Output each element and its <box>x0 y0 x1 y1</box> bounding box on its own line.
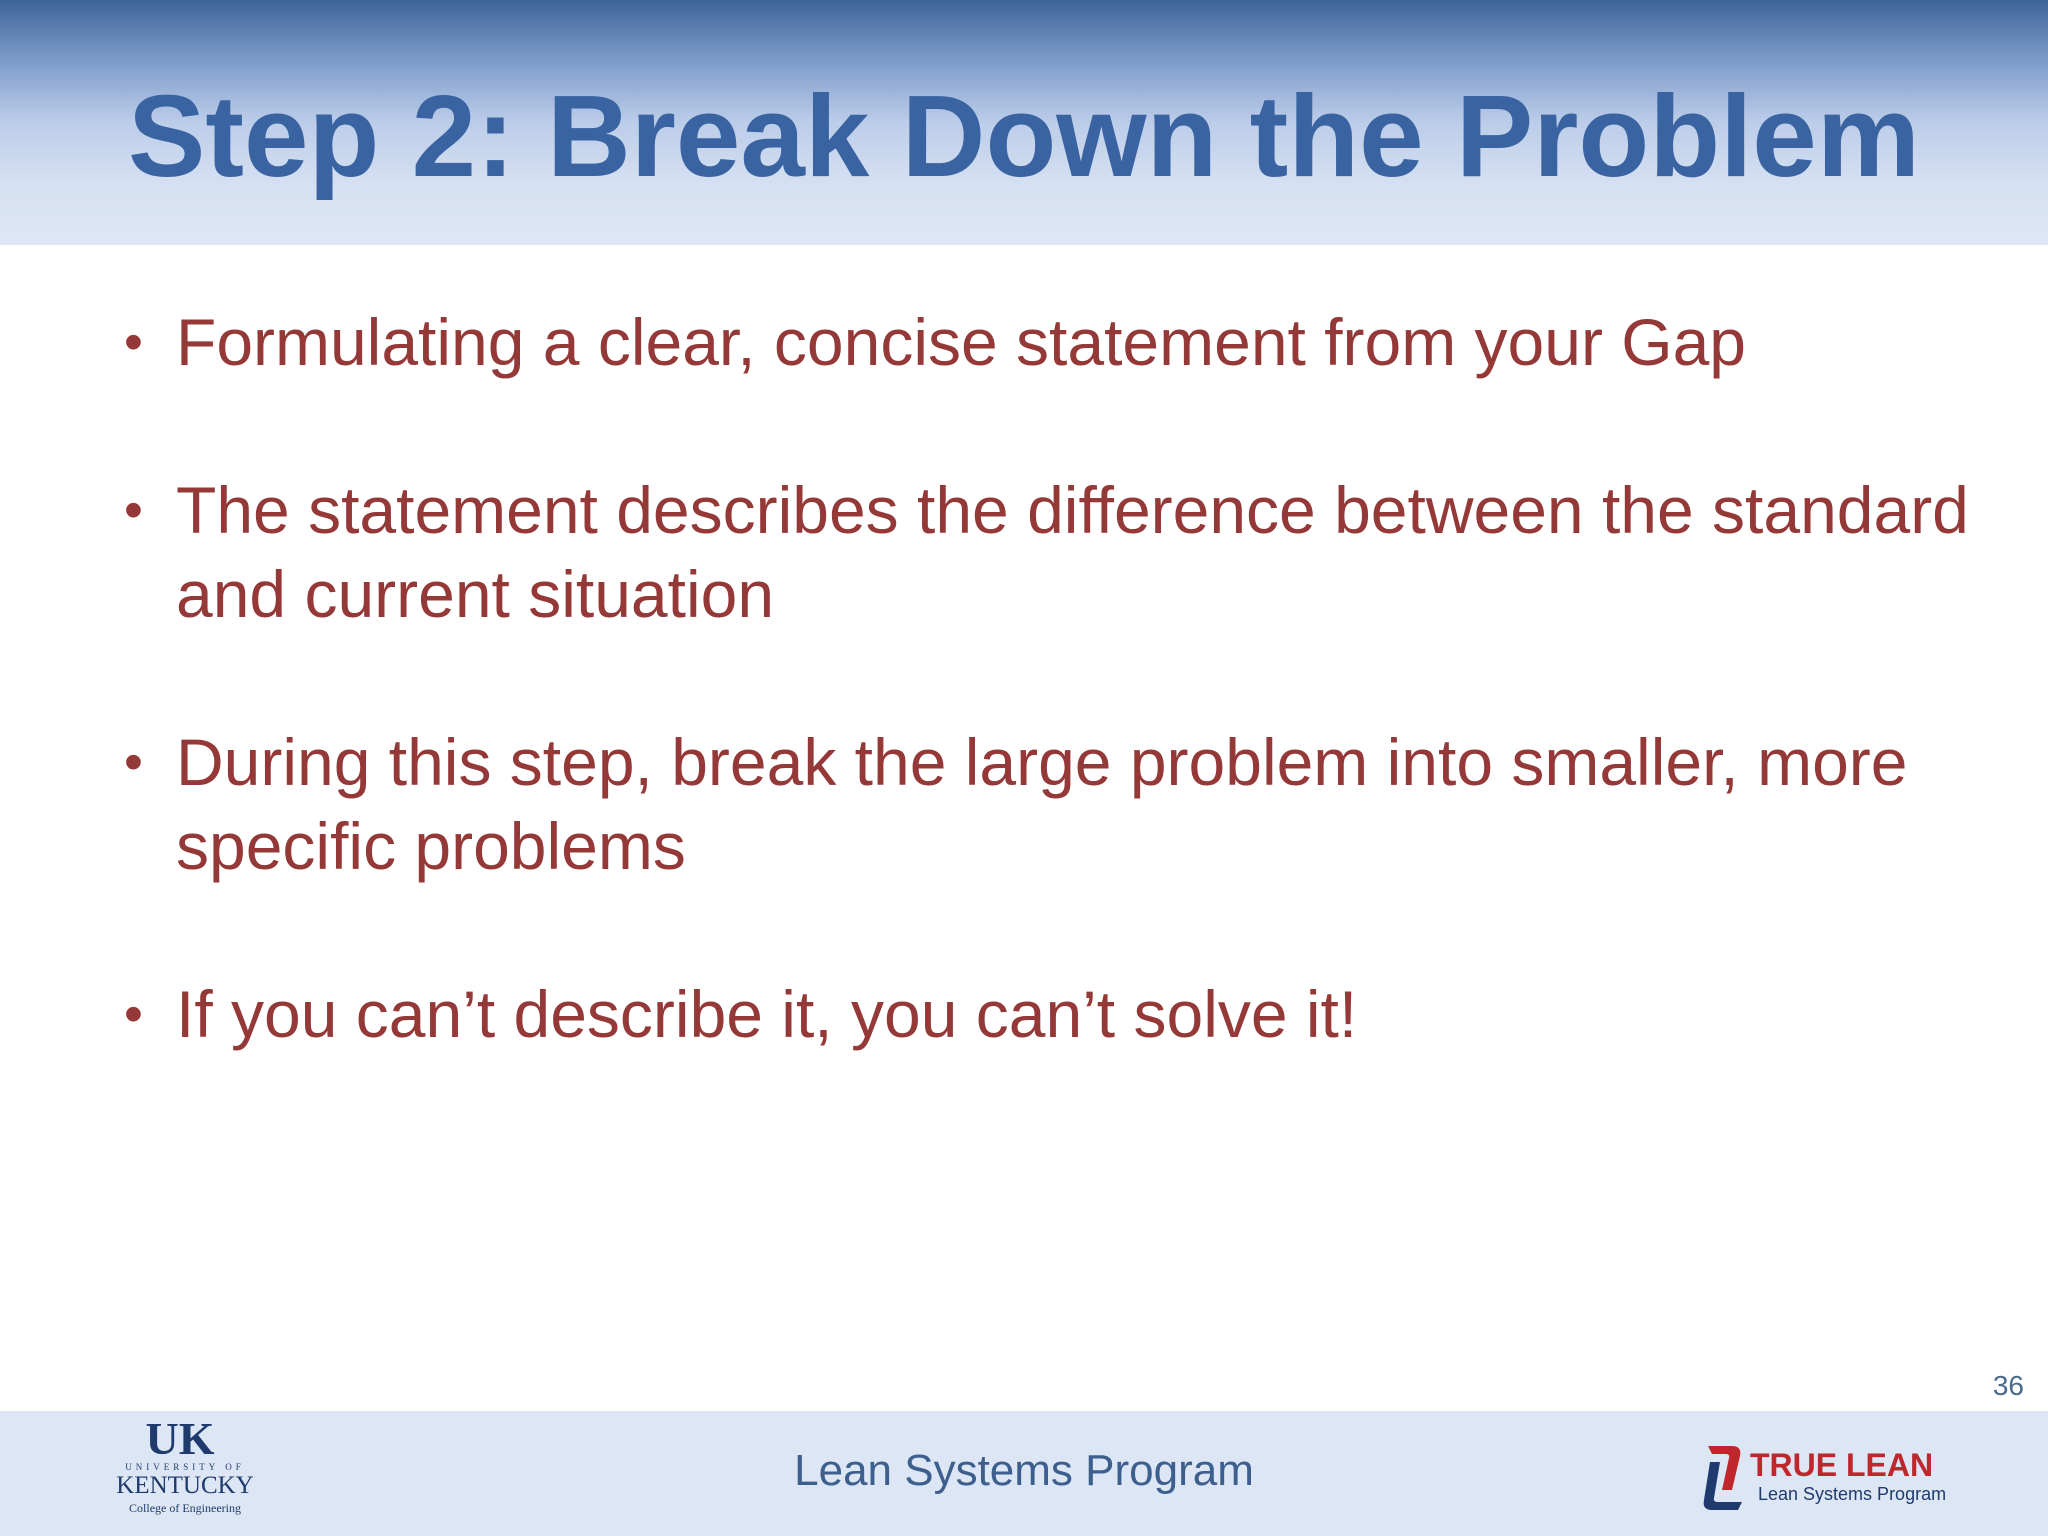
svg-text:UNIVERSITY OF: UNIVERSITY OF <box>125 1462 245 1472</box>
svg-text:TRUE LEAN: TRUE LEAN <box>1750 1447 1934 1483</box>
bullet-text: During this step, break the large problem into smaller, more specific problems <box>176 725 1908 883</box>
bullet-dot-icon: • <box>124 732 143 792</box>
bullet-item <box>120 720 1980 888</box>
bullet-item <box>120 300 1980 384</box>
slide-title: Step 2: Break Down the Problem <box>128 71 1920 201</box>
true-lean-swoosh-icon <box>1704 1446 1742 1510</box>
svg-text:UK: UK <box>145 1416 215 1464</box>
bullet-dot-icon: • <box>124 480 143 540</box>
bullet-item <box>120 468 1980 636</box>
bullet-text: Formulating a clear, concise statement from your Gap <box>176 305 1747 379</box>
svg-text:Lean Systems Program: Lean Systems Program <box>1758 1484 1947 1504</box>
bullet-list <box>120 300 1980 1140</box>
page-number: 36 <box>1992 1370 2024 1401</box>
bullet-text: If you can’t describe it, you can’t solve it! <box>176 977 1358 1051</box>
svg-text:KENTUCKY: KENTUCKY <box>116 1472 254 1499</box>
bullet-item <box>120 972 1980 1056</box>
footer-program-name: Lean Systems Program <box>794 1446 1254 1495</box>
true-lean-logo <box>1702 1442 1962 1512</box>
bullet-text: The statement describes the difference between the standard and current situation <box>176 473 1969 631</box>
bullet-dot-icon: • <box>124 984 143 1044</box>
bullet-dot-icon: • <box>124 312 143 372</box>
svg-text:College of Engineering: College of Engineering <box>129 1501 241 1515</box>
